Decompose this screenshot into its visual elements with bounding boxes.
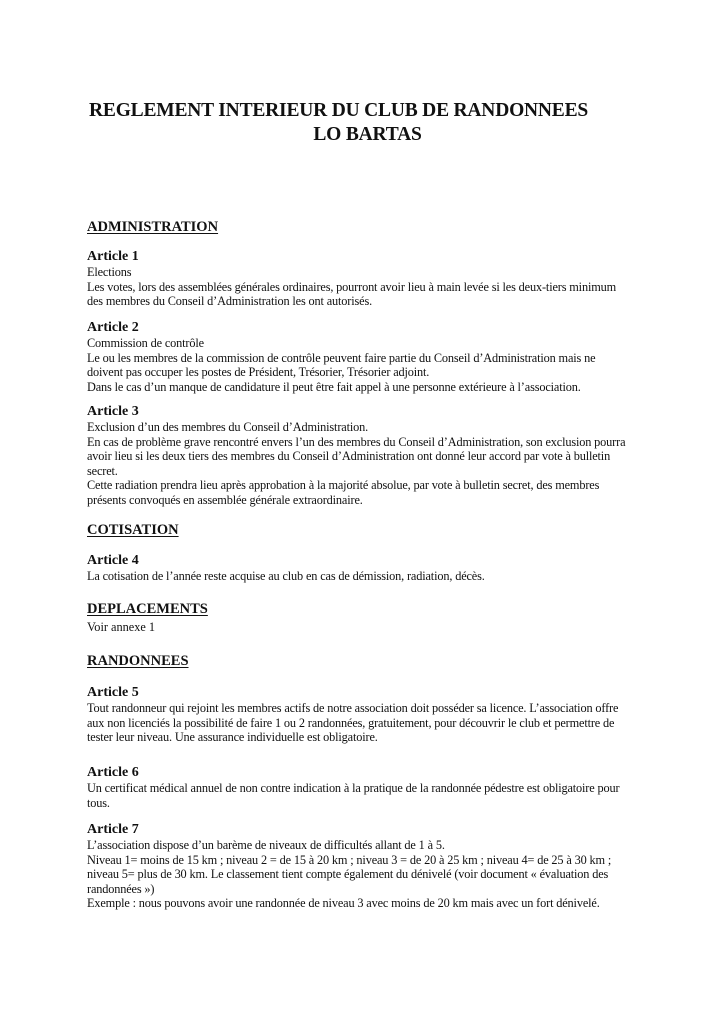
article-line: Elections [87, 265, 132, 279]
article-line: Le ou les membres de la commission de contrôle peuvent faire partie du Conseil d’Administration mais ne [87, 350, 596, 365]
article-line: doivent pas occuper les postes de Président, Trésorier, Trésorier adjoint. [87, 365, 430, 380]
article-title: Article 6 [87, 765, 139, 780]
article-title: Article 3 [87, 404, 139, 419]
article-line: Les votes, lors des assemblées générales ordinaires, pourront avoir lieu à main levée si les deux-tiers minimum [87, 279, 617, 294]
article-line: aux non licenciés la possibilité de faire 1 ou 2 randonnées, gratuitement, pour découvrir le club et permettre de [87, 715, 615, 730]
article-2 [87, 320, 632, 394]
article-5 [87, 685, 632, 745]
article-line: avoir lieu si les deux tiers des membres du Conseil d’Administration ont donné leur accord par vote à bulletin [87, 449, 611, 464]
article-line: randonnées ») [87, 881, 155, 896]
section-heading-cotisation: COTISATION [87, 522, 179, 538]
section-heading-deplacements: DEPLACEMENTS [87, 601, 208, 617]
article-line: Un certificat médical annuel de non contre indication à la pratique de la randonnée pédestre est obligatoire pour [87, 781, 620, 795]
article-line: En cas de problème grave rencontré envers l’un des membres du Conseil d’Administration, son exclusion pourra [87, 434, 626, 449]
article-line: Commission de contrôle [87, 336, 204, 350]
article-title: Article 2 [87, 320, 139, 335]
article-1 [87, 249, 632, 309]
document-title-line2: LO BARTAS [313, 124, 422, 145]
article-line: L’association dispose d’un barème de niveaux de difficultés allant de 1 à 5. [87, 838, 445, 852]
article-title: Article 1 [87, 249, 139, 264]
article-line: La cotisation de l’année reste acquise au club en cas de démission, radiation, décès. [87, 569, 485, 583]
article-line: présents convoqués en assemblée générale extraordinaire. [87, 492, 363, 507]
article-title: Article 5 [87, 685, 139, 700]
article-7 [87, 822, 632, 911]
article-line: secret. [87, 463, 118, 478]
article-line: Exclusion d’un des membres du Conseil d’Administration. [87, 420, 369, 434]
article-line: Dans le cas d’un manque de candidature il peut être fait appel à une personne extérieure à l’association. [87, 379, 581, 394]
article-line: Exemple : nous pouvons avoir une randonnée de niveau 3 avec moins de 20 km mais avec un fort dénivelé. [87, 896, 600, 911]
article-3 [87, 404, 632, 508]
section-heading-administration: ADMINISTRATION [87, 219, 219, 235]
article-line: tous. [87, 795, 110, 810]
article-title: Article 7 [87, 822, 139, 837]
article-line: Cette radiation prendra lieu après approbation à la majorité absolue, par vote à bulletin secret, des membres [87, 478, 600, 493]
deplacements-text: Voir annexe 1 [87, 620, 156, 634]
article-line: des membres du Conseil d’Administration les ont autorisés. [87, 294, 373, 309]
section-heading-randonnees: RANDONNEES [87, 653, 189, 669]
article-6 [87, 765, 632, 810]
article-line: Niveau 1= moins de 15 km ; niveau 2 = de 15 à 20 km ; niveau 3 = de 20 à 25 km ; niveau 4= de 25 à 30 km ; [87, 852, 612, 867]
article-title: Article 4 [87, 553, 139, 568]
document-title-line1: REGLEMENT INTERIEUR DU CLUB DE RANDONNEES [89, 100, 589, 121]
article-line: Tout randonneur qui rejoint les membres actifs de notre association doit posséder sa licence. L’association offre [87, 701, 619, 715]
article-4 [87, 553, 632, 584]
article-line: niveau 5= plus de 30 km. Le classement tient compte également du dénivelé (voir document « évaluation des [87, 867, 609, 882]
article-line: tester leur niveau. Une assurance individuelle est obligatoire. [87, 730, 378, 745]
